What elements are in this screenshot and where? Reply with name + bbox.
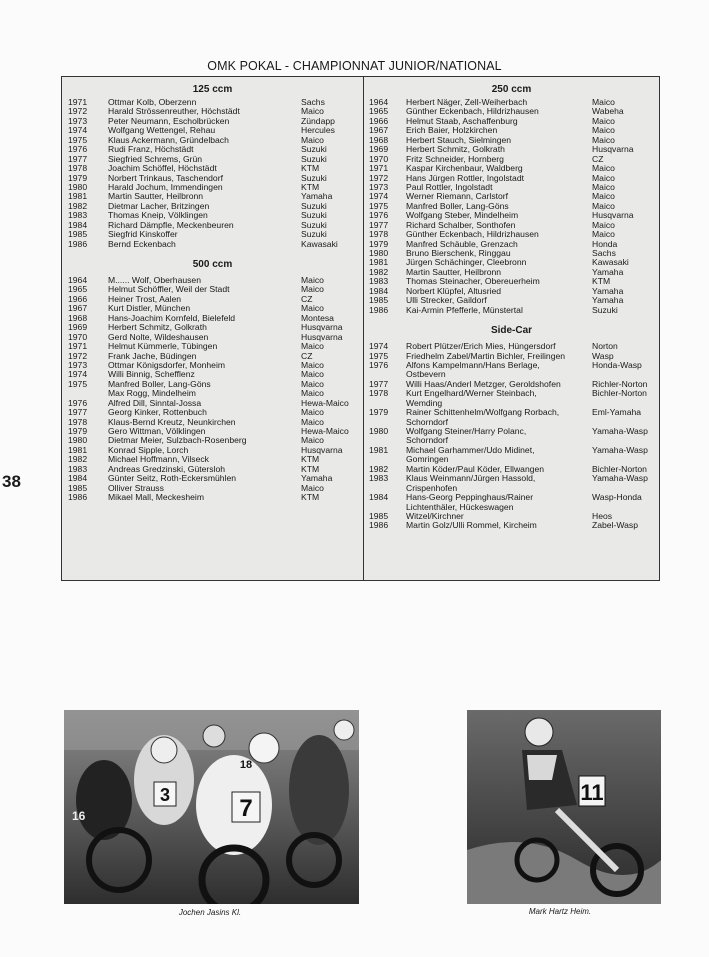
year-cell: 1985 <box>68 229 88 240</box>
make-cell: KTM <box>301 163 320 174</box>
photo-motocross-rider <box>467 710 661 904</box>
name-cell: Schorndorf <box>406 416 449 427</box>
make-cell: Maico <box>592 163 615 174</box>
make-cell: KTM <box>301 463 320 474</box>
make-cell: Maico <box>301 134 324 145</box>
year-cell: 1974 <box>369 341 389 352</box>
name-cell: Wolfgang Wettengel, Rehau <box>108 125 216 136</box>
name-cell: Friedhelm Zabel/Martin Bichler, Freilingen <box>406 350 566 361</box>
year-cell: 1977 <box>369 378 389 389</box>
motocross-group-image <box>64 710 359 904</box>
name-cell: Alfred Dill, Sinntal-Jossa <box>108 397 202 408</box>
name-cell: Fritz Schneider, Hornberg <box>406 153 504 164</box>
make-cell: Suzuki <box>301 210 327 221</box>
name-cell: Martin Sautter, Heilbronn <box>406 266 502 277</box>
year-cell: 1983 <box>369 276 389 287</box>
name-cell: Michael Garhammer/Udo Midinet, <box>406 444 535 455</box>
year-cell: 1976 <box>68 397 88 408</box>
plate-number-11: 11 <box>580 780 604 805</box>
year-cell: 1986 <box>369 520 389 531</box>
name-cell: Herbert Schmitz, Golkrath <box>108 322 207 333</box>
make-cell: Maico <box>592 125 615 136</box>
year-cell: 1978 <box>68 163 88 174</box>
year-cell: 1985 <box>369 295 389 306</box>
make-cell: Maico <box>301 303 324 314</box>
year-cell: 1982 <box>68 200 88 211</box>
make-cell: Kawasaki <box>301 238 338 249</box>
year-cell: 1967 <box>68 303 88 314</box>
year-cell: 1975 <box>369 200 389 211</box>
year-cell: 1972 <box>369 172 389 183</box>
year-cell: 1971 <box>68 97 88 107</box>
name-cell: Lichtenthäler, Hückeswagen <box>406 501 514 512</box>
year-cell: 1985 <box>68 482 88 493</box>
year-cell: 1982 <box>68 454 88 465</box>
name-cell: Heiner Trost, Aalen <box>108 293 182 304</box>
make-cell: Sachs <box>592 248 616 258</box>
results-table <box>61 76 660 581</box>
year-cell: 1979 <box>369 407 389 418</box>
name-cell: Georg Kinker, Rottenbuch <box>108 407 207 418</box>
make-cell: Kawasaki <box>592 257 629 268</box>
make-cell: Maico <box>592 200 615 211</box>
year-cell: 1970 <box>68 331 88 342</box>
name-cell: Siegfrid Kinskoffer <box>108 229 178 240</box>
name-cell: Werner Riemann, Carlstorf <box>406 191 509 202</box>
year-cell: 1977 <box>369 219 389 230</box>
year-cell: 1986 <box>369 304 389 315</box>
category-header: 500 ccm <box>192 259 233 270</box>
name-cell: Willi Binnig, Schefflenz <box>108 369 195 380</box>
make-cell: Maico <box>592 172 615 183</box>
name-cell: Harald Jochum, Immendingen <box>108 181 223 192</box>
make-cell: Norton <box>592 341 618 352</box>
name-cell: Helmut Schöffler, Weil der Stadt <box>108 284 230 295</box>
make-cell: Maico <box>592 97 615 107</box>
name-cell: Jürgen Schächinger, Cleebronn <box>406 257 527 268</box>
year-cell: 1976 <box>369 359 389 370</box>
name-cell: Hans Jürgen Rottler, Ingolstadt <box>406 172 524 183</box>
make-cell: Yamaha <box>301 473 333 484</box>
year-cell: 1978 <box>68 416 88 427</box>
make-cell: Suzuki <box>301 172 327 183</box>
year-cell: 1978 <box>369 388 389 399</box>
year-cell: 1979 <box>68 172 88 183</box>
year-cell: 1984 <box>68 219 88 230</box>
year-cell: 1967 <box>369 125 389 136</box>
name-cell: Max Rogg, Mindelheim <box>108 388 196 399</box>
year-cell: 1964 <box>369 97 389 107</box>
make-cell: KTM <box>301 492 320 503</box>
name-cell: Norbert Trinkaus, Taschendorf <box>108 172 223 183</box>
page-title: OMK POKAL - CHAMPIONNAT JUNIOR/NATIONAL <box>207 59 502 73</box>
make-cell: Maico <box>592 134 615 145</box>
make-cell: Maico <box>301 275 324 285</box>
name-cell: Kurt Engelhard/Werner Steinbach, <box>406 388 537 399</box>
name-cell: Gero Wittman, Völklingen <box>108 426 206 436</box>
make-cell: Wabeha <box>592 106 624 117</box>
name-cell: Günther Eckenbach, Hildrizhausen <box>406 106 539 117</box>
name-cell: Michael Hoffmann, Vilseck <box>108 454 209 465</box>
name-cell: Herbert Stauch, Sielmingen <box>406 134 512 145</box>
year-cell: 1976 <box>68 144 88 155</box>
name-cell: Schorndorf <box>406 435 449 446</box>
year-cell: 1983 <box>68 210 88 221</box>
name-cell: Kurt Distler, München <box>108 303 191 314</box>
year-cell: 1974 <box>369 191 389 202</box>
left-column <box>62 77 364 580</box>
make-cell: Montesa <box>301 312 334 323</box>
make-cell: Yamaha-Wasp <box>592 473 648 484</box>
name-cell: Helmut Kümmerle, Tübingen <box>108 341 218 352</box>
year-cell: 1983 <box>68 463 88 474</box>
year-cell: 1966 <box>369 115 389 126</box>
name-cell: Manfred Boller, Lang-Göns <box>108 378 211 389</box>
make-cell: Hewa-Maico <box>301 426 349 436</box>
year-cell: 1979 <box>369 238 389 249</box>
make-cell: Richler-Norton <box>592 378 648 389</box>
name-cell: Dietmar Meier, Sulzbach-Rosenberg <box>108 435 247 446</box>
make-cell: Zündapp <box>301 115 335 126</box>
name-cell: Wolfgang Steber, Mindelheim <box>406 210 519 221</box>
make-cell: Maico <box>592 219 615 230</box>
category-header: 125 ccm <box>192 84 233 95</box>
make-cell: Yamaha <box>592 285 624 296</box>
make-cell: Yamaha <box>592 266 624 277</box>
year-cell: 1971 <box>369 163 389 174</box>
name-cell: Thomas Kneip, Völklingen <box>108 210 208 221</box>
make-cell: CZ <box>592 153 604 164</box>
year-cell: 1968 <box>369 134 389 145</box>
year-cell: 1986 <box>68 238 88 249</box>
name-cell: Rainer Schittenhelm/Wolfgang Rorbach, <box>406 407 560 418</box>
make-cell: Wasp-Honda <box>592 492 642 503</box>
name-cell: Joachim Schöffel, Höchstädt <box>108 163 217 174</box>
make-cell: Honda <box>592 238 618 249</box>
name-cell: Ottmar Kolb, Oberzenn <box>108 97 197 107</box>
name-cell: Olliver Strauss <box>108 482 164 493</box>
name-cell: Witzel/Kirchner <box>406 510 464 521</box>
make-cell: Bichler-Norton <box>592 463 647 474</box>
make-cell: Heos <box>592 510 613 521</box>
make-cell: Suzuki <box>301 144 327 155</box>
make-cell: Suzuki <box>301 200 327 211</box>
year-cell: 1978 <box>369 229 389 240</box>
make-cell: Maico <box>301 378 324 389</box>
year-cell: 1970 <box>369 153 389 164</box>
name-cell: Klaus Weinmann/Jürgen Hassold, <box>406 473 536 484</box>
make-cell: Maico <box>301 359 324 370</box>
make-cell: Suzuki <box>301 219 327 230</box>
make-cell: Maico <box>301 369 324 380</box>
name-cell: Norbert Klüpfel, Altusried <box>406 285 502 296</box>
name-cell: Harald Strössenreuther, Höchstädt <box>108 106 240 117</box>
photo-motocross-group <box>64 710 359 904</box>
plate-number-18: 18 <box>239 759 253 771</box>
year-cell: 1973 <box>369 181 389 192</box>
name-cell: Herbert Schmitz, Golkrath <box>406 144 505 155</box>
name-cell: Rudi Franz, Höchstädt <box>108 144 194 155</box>
table-row <box>364 306 659 315</box>
make-cell: Eml-Yamaha <box>592 407 642 418</box>
name-cell: Paul Rottler, Ingolstadt <box>406 181 493 192</box>
year-cell: 1985 <box>369 510 389 521</box>
name-cell: Robert Plützer/Erich Mies, Hüngersdorf <box>406 341 556 352</box>
year-cell: 1972 <box>68 106 88 117</box>
name-cell: Martin Golz/Ulli Rommel, Kircheim <box>406 520 537 531</box>
make-cell: Maico <box>301 341 324 352</box>
year-cell: 1986 <box>68 492 88 503</box>
page-number: 38 <box>2 472 21 491</box>
name-cell: Kaspar Kirchenbaur, Waldberg <box>406 163 523 174</box>
year-cell: 1975 <box>369 350 389 361</box>
make-cell: KTM <box>592 276 611 287</box>
table-row <box>364 521 659 530</box>
make-cell: Honda-Wasp <box>592 359 642 370</box>
category-header: Side-Car <box>490 325 533 337</box>
left-photo-caption: Jochen Jasins Kl. <box>178 908 242 917</box>
make-cell: Husqvarna <box>592 210 634 221</box>
year-cell: 1976 <box>369 210 389 221</box>
name-cell: Ottmar Königsdorfer, Monheim <box>108 359 226 370</box>
name-cell: Wemding <box>406 397 443 408</box>
year-cell: 1968 <box>68 312 88 323</box>
make-cell: CZ <box>301 293 313 304</box>
motocross-rider-image <box>467 710 661 904</box>
name-cell: Klaus-Bernd Kreutz, Neunkirchen <box>108 416 236 427</box>
make-cell: KTM <box>301 454 320 465</box>
name-cell: Martin Köder/Paul Köder, Ellwangen <box>406 463 545 474</box>
year-cell: 1984 <box>369 285 389 296</box>
name-cell: Günther Eckenbach, Hildrizhausen <box>406 229 539 240</box>
year-cell: 1982 <box>369 463 389 474</box>
make-cell: Maico <box>592 229 615 240</box>
make-cell: Zabel-Wasp <box>592 520 639 531</box>
year-cell: 1984 <box>68 473 88 484</box>
name-cell: Gerd Nolte, Wildeshausen <box>108 331 209 342</box>
name-cell: Thomas Steinacher, Obereuerheim <box>406 276 540 287</box>
make-cell: KTM <box>301 181 320 192</box>
name-cell: Hans-Georg Peppinghaus/Rainer <box>406 492 534 503</box>
make-cell: Suzuki <box>301 153 327 164</box>
make-cell: Suzuki <box>301 229 327 240</box>
make-cell: Maico <box>301 435 324 446</box>
make-cell: Maico <box>301 106 324 117</box>
name-cell: Kai-Armin Pfefferle, Münstertal <box>406 304 523 315</box>
year-cell: 1974 <box>68 125 88 136</box>
year-cell: 1975 <box>68 378 88 389</box>
year-cell: 1969 <box>68 322 88 333</box>
make-cell: Husqvarna <box>301 322 343 333</box>
make-cell: Maico <box>301 416 324 427</box>
make-cell: Bichler-Norton <box>592 388 647 399</box>
make-cell: Yamaha-Wasp <box>592 444 648 455</box>
name-cell: Gomringen <box>406 454 449 465</box>
make-cell: Hewa-Maico <box>301 397 349 408</box>
name-cell: Manfred Boller, Lang-Göns <box>406 200 509 211</box>
year-cell: 1980 <box>68 435 88 446</box>
year-cell: 1981 <box>369 257 389 268</box>
make-cell: Maico <box>301 482 324 493</box>
name-cell: Klaus Ackermann, Gründelbach <box>108 134 229 145</box>
name-cell: Manfred Schäuble, Grenzach <box>406 238 518 249</box>
make-cell: CZ <box>301 350 313 361</box>
make-cell: Maico <box>592 115 615 126</box>
name-cell: Günter Seitz, Roth-Eckersmühlen <box>108 473 237 484</box>
name-cell: Siegfried Schrems, Grün <box>108 153 203 164</box>
year-cell: 1969 <box>369 144 389 155</box>
year-cell: 1980 <box>369 426 389 436</box>
plate-number-16: 16 <box>72 809 86 823</box>
name-cell: Hans-Joachim Kornfeld, Bielefeld <box>108 312 236 323</box>
year-cell: 1974 <box>68 369 88 380</box>
name-cell: Alfons Kampelmann/Hans Berlage, <box>406 359 540 370</box>
make-cell: Maico <box>301 284 324 295</box>
year-cell: 1980 <box>369 248 389 258</box>
make-cell: Hercules <box>301 125 335 136</box>
year-cell: 1965 <box>369 106 389 117</box>
year-cell: 1980 <box>68 181 88 192</box>
name-cell: Willi Haas/Anderl Metzger, Geroldshofen <box>406 378 561 389</box>
make-cell: Husqvarna <box>301 444 343 455</box>
year-cell: 1981 <box>369 444 389 455</box>
year-cell: 1966 <box>68 293 88 304</box>
name-cell: Peter Neumann, Escholbrücken <box>108 115 230 126</box>
make-cell: Wasp <box>592 350 614 361</box>
name-cell: Bernd Eckenbach <box>108 238 176 249</box>
make-cell: Yamaha <box>592 295 624 306</box>
table-row <box>62 493 363 502</box>
name-cell: Martin Sautter, Heilbronn <box>108 191 204 202</box>
name-cell: Herbert Näger, Zell-Weiherbach <box>406 97 528 107</box>
table-row <box>62 240 363 249</box>
make-cell: Husqvarna <box>301 331 343 342</box>
year-cell: 1983 <box>369 473 389 484</box>
make-cell: Sachs <box>301 97 325 107</box>
year-cell: 1982 <box>369 266 389 277</box>
name-cell: Konrad Sipple, Lorch <box>108 444 189 455</box>
name-cell: Crispenhofen <box>406 482 458 493</box>
year-cell: 1964 <box>68 275 88 285</box>
make-cell: Maico <box>301 388 324 399</box>
make-cell: Husqvarna <box>592 144 634 155</box>
year-cell: 1971 <box>68 341 88 352</box>
name-cell: Ostbevern <box>406 369 446 380</box>
name-cell: Dietmar Lacher, Britzingen <box>108 200 210 211</box>
right-photo-caption: Mark Hartz Heim. <box>528 907 592 916</box>
plate-number-7: 7 <box>239 795 253 822</box>
name-cell: Ulli Strecker, Gaildorf <box>406 295 487 306</box>
name-cell: Richard Dämpfle, Meckenbeuren <box>108 219 234 230</box>
category-header: 250 ccm <box>491 84 532 95</box>
year-cell: 1984 <box>369 492 389 503</box>
make-cell: Yamaha-Wasp <box>592 426 648 436</box>
name-cell: M...... Wolf, Oberhausen <box>108 275 201 285</box>
make-cell: Maico <box>592 191 615 202</box>
year-cell: 1965 <box>68 284 88 295</box>
name-cell: Bruno Bierschenk, Ringgau <box>406 248 511 258</box>
year-cell: 1981 <box>68 191 88 202</box>
year-cell: 1972 <box>68 350 88 361</box>
make-cell: Maico <box>592 181 615 192</box>
make-cell: Maico <box>301 407 324 418</box>
name-cell: Mikael Mall, Meckesheim <box>108 492 204 503</box>
year-cell: 1981 <box>68 444 88 455</box>
year-cell: 1977 <box>68 153 88 164</box>
name-cell: Richard Schalber, Sonthofen <box>406 219 516 230</box>
year-cell: 1979 <box>68 426 88 436</box>
year-cell: 1975 <box>68 134 88 145</box>
year-cell: 1973 <box>68 359 88 370</box>
name-cell: Erich Baier, Holzkirchen <box>406 125 498 136</box>
name-cell: Frank Jache, Büdingen <box>108 350 197 361</box>
plate-number-3: 3 <box>159 785 171 805</box>
make-cell: Suzuki <box>592 304 618 315</box>
name-cell: Wolfgang Steiner/Harry Polanc, <box>406 426 527 436</box>
right-column <box>364 77 659 580</box>
year-cell: 1973 <box>68 115 88 126</box>
make-cell: Yamaha <box>301 191 333 202</box>
name-cell: Andreas Gredzinski, Gütersloh <box>108 463 226 474</box>
name-cell: Helmut Staab, Aschaffenburg <box>406 115 518 126</box>
year-cell: 1977 <box>68 407 88 418</box>
